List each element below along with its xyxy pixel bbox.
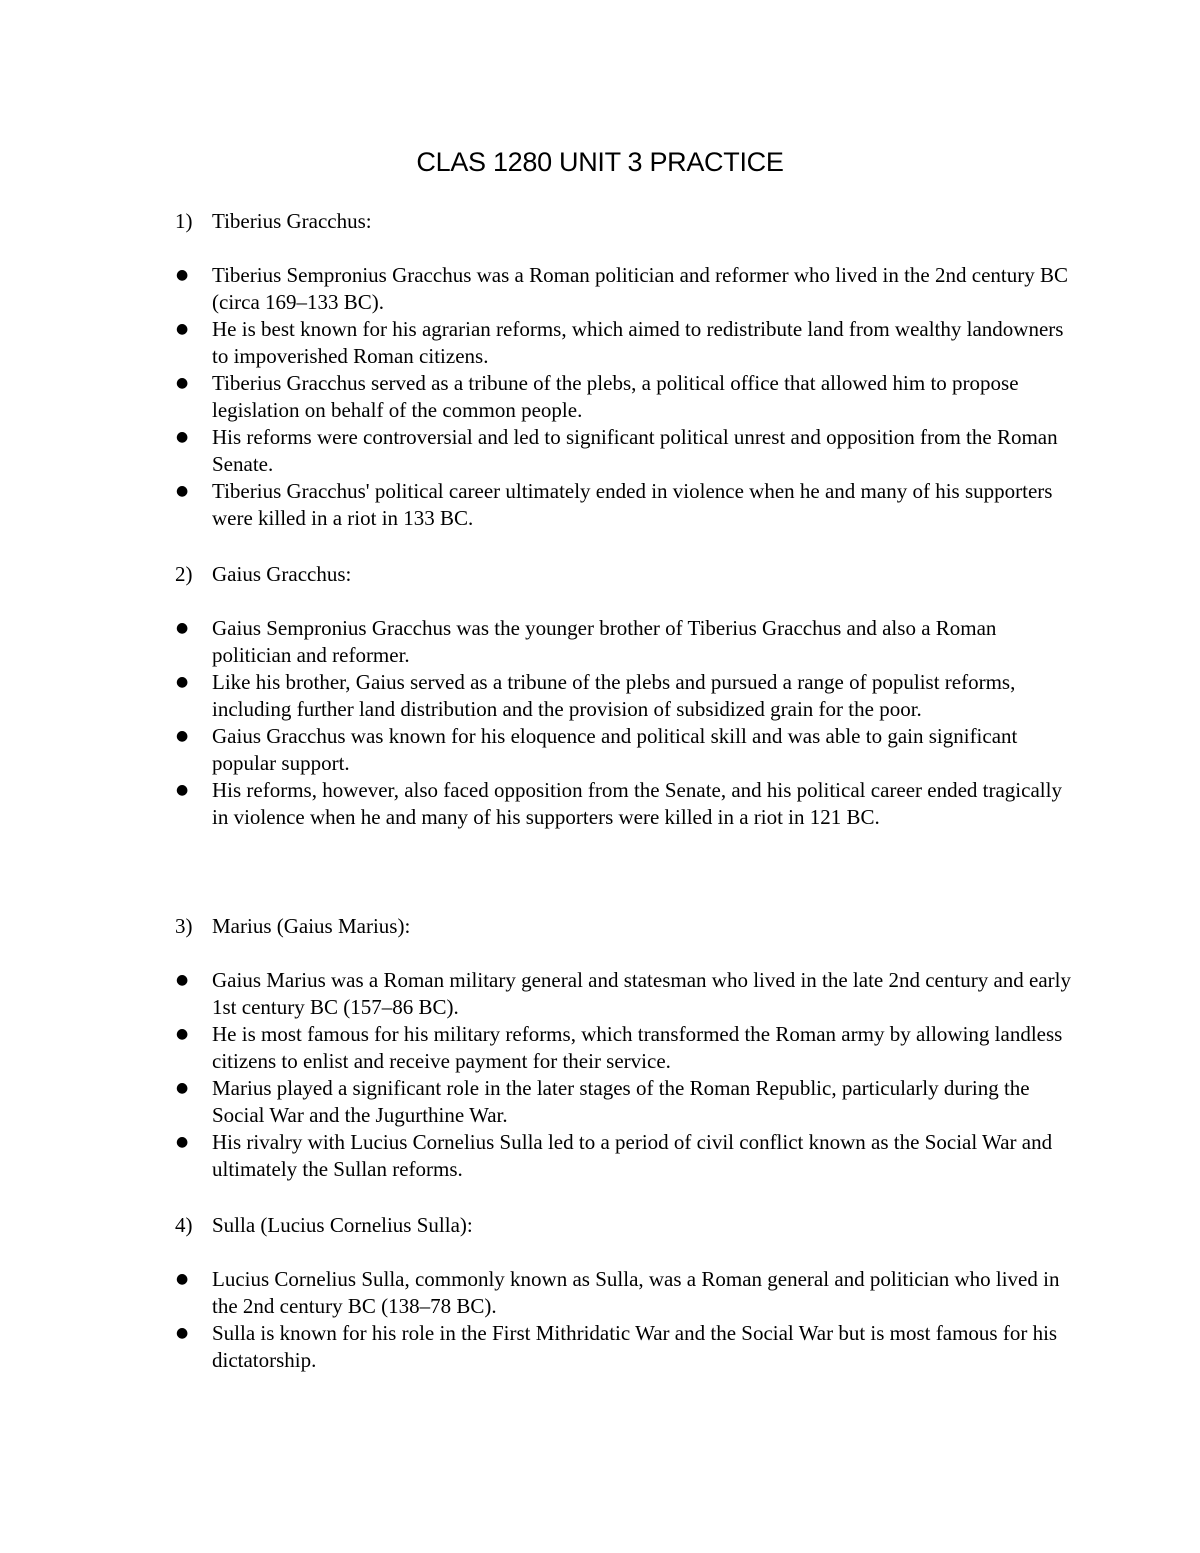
section-number: 3)	[175, 914, 193, 938]
bullet-icon: ●	[176, 782, 189, 798]
list-item	[175, 1129, 1075, 1183]
bullet-icon: ●	[176, 620, 189, 636]
bullet-icon: ●	[176, 267, 189, 283]
section-title: Sulla (Lucius Cornelius Sulla):	[212, 1213, 473, 1237]
bullet-icon: ●	[176, 375, 189, 391]
section-number: 2)	[175, 562, 193, 586]
section-title: Gaius Gracchus:	[212, 562, 352, 586]
list-item	[175, 262, 1075, 316]
section-title: Tiberius Gracchus:	[212, 209, 372, 233]
list-item-text: Gaius Gracchus was known for his eloquence and political skill and was able to gain significant popular support.	[212, 724, 1018, 775]
bullet-icon: ●	[176, 728, 189, 744]
list-item-text: Lucius Cornelius Sulla, commonly known as Sulla, was a Roman general and politician who lived in the 2nd century BC (138–78 BC).	[212, 1267, 1060, 1318]
bullet-list-marius	[175, 967, 1075, 1183]
list-item-text: He is best known for his agrarian reforms, which aimed to redistribute land from wealthy landowners to impoverished Roman citizens.	[212, 317, 1064, 368]
list-item	[175, 370, 1075, 424]
list-item	[175, 424, 1075, 478]
list-item	[175, 723, 1075, 777]
list-item	[175, 478, 1075, 532]
list-item-text: Tiberius Gracchus served as a tribune of the plebs, a political office that allowed him to propose legislation on behalf of the common people.	[212, 371, 1019, 422]
list-item	[175, 669, 1075, 723]
list-item	[175, 316, 1075, 370]
bullet-icon: ●	[176, 1080, 189, 1096]
section-heading-sulla	[175, 1212, 1075, 1239]
bullet-icon: ●	[176, 321, 189, 337]
list-item-text: Tiberius Gracchus' political career ultimately ended in violence when he and many of his supporters were killed in a riot in 133 BC.	[212, 479, 1053, 530]
section-number: 4)	[175, 1213, 193, 1237]
bullet-icon: ●	[176, 972, 189, 988]
bullet-icon: ●	[176, 1134, 189, 1150]
section-heading-gaius-gracchus	[175, 561, 1075, 588]
section-heading-marius	[175, 913, 1075, 940]
bullet-icon: ●	[176, 483, 189, 499]
list-item-text: He is most famous for his military reforms, which transformed the Roman army by allowing landless citizens to enlist and receive payment for their service.	[212, 1022, 1063, 1073]
list-item	[175, 967, 1075, 1021]
bullet-icon: ●	[176, 1271, 189, 1287]
list-item-text: Gaius Marius was a Roman military general and statesman who lived in the late 2nd century and early 1st century BC (157–86 BC).	[212, 968, 1072, 1019]
list-item-text: Marius played a significant role in the later stages of the Roman Republic, particularly during the Social War and the Jugurthine War.	[212, 1076, 1030, 1127]
bullet-icon: ●	[176, 1325, 189, 1341]
list-item-text: Gaius Sempronius Gracchus was the younger brother of Tiberius Gracchus and also a Roman politician and reformer.	[212, 616, 997, 667]
list-item-text: Sulla is known for his role in the First Mithridatic War and the Social War but is most famous for his dictatorship.	[212, 1321, 1058, 1372]
list-item	[175, 1320, 1075, 1374]
section-title: Marius (Gaius Marius):	[212, 914, 411, 938]
bullet-icon: ●	[176, 1026, 189, 1042]
bullet-icon: ●	[176, 429, 189, 445]
list-item-text: His rivalry with Lucius Cornelius Sulla led to a period of civil conflict known as the Social War and ultimately the Sullan reforms.	[212, 1130, 1053, 1181]
document-title: CLAS 1280 UNIT 3 PRACTICE	[416, 147, 784, 177]
bullet-list-gaius-gracchus	[175, 615, 1075, 831]
section-number: 1)	[175, 209, 193, 233]
list-item	[175, 1021, 1075, 1075]
list-item	[175, 1266, 1075, 1320]
bullet-list-tiberius-gracchus	[175, 262, 1075, 532]
list-item-text: Like his brother, Gaius served as a tribune of the plebs and pursued a range of populist reforms, including further land distribution and the provision of subsidized grain for the poor.	[212, 670, 1016, 721]
bullet-icon: ●	[176, 674, 189, 690]
list-item	[175, 1075, 1075, 1129]
list-item-text: His reforms, however, also faced opposition from the Senate, and his political career ended tragically in violence when he and many of his supporters were killed in a riot in 121 BC.	[212, 778, 1062, 829]
list-item	[175, 777, 1075, 831]
bullet-list-sulla	[175, 1266, 1075, 1374]
list-item-text: His reforms were controversial and led to significant political unrest and opposition from the Roman Senate.	[212, 425, 1058, 476]
list-item	[175, 615, 1075, 669]
section-heading-tiberius-gracchus	[175, 208, 1075, 235]
list-item-text: Tiberius Sempronius Gracchus was a Roman politician and reformer who lived in the 2nd century BC (circa 169–133 BC).	[212, 263, 1068, 314]
